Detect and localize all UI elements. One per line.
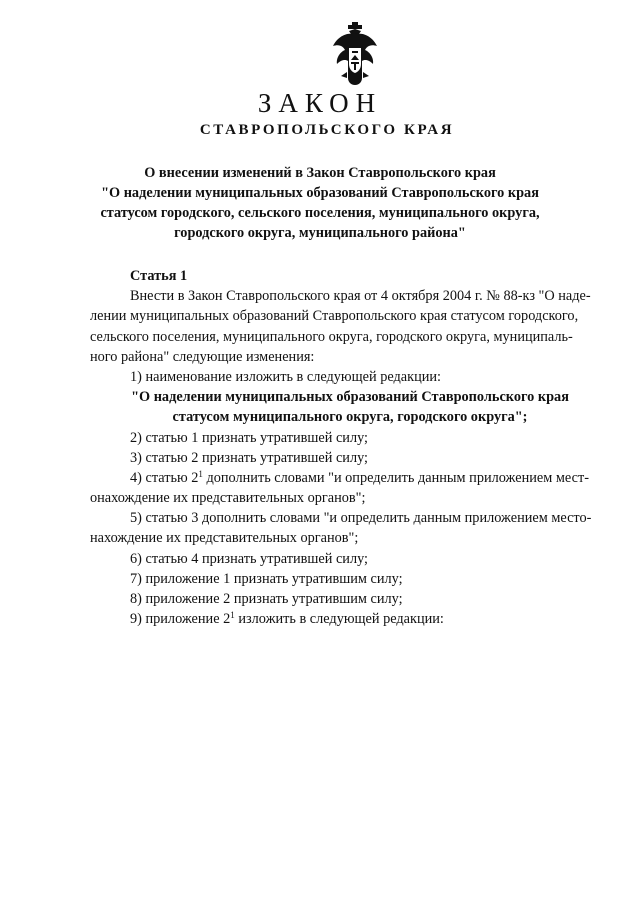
- quoted-title-line: "О наделении муниципальных образований Ставропольского края: [131, 389, 569, 406]
- list-item-text: дополнить словами "и определить данным приложением мест-: [202, 469, 589, 486]
- list-item-text: изложить в следующей редакции:: [234, 611, 444, 628]
- list-item-2: 2) статью 1 признать утратившей силу;: [130, 429, 369, 446]
- law-title: ЗАКОН: [257, 88, 383, 118]
- list-item-6: 6) статью 4 признать утратившей силу;: [130, 550, 369, 567]
- list-item-1: 1) наименование изложить в следующей редакции:: [130, 368, 441, 385]
- list-item-4-continuation: онахождение их представительных органов";: [90, 490, 366, 507]
- article-title: Статья 1: [130, 268, 188, 284]
- coat-of-arms-icon: [331, 22, 379, 86]
- intro-line: сельского поселения, муниципального округа, городского округа, муниципаль-: [90, 328, 573, 345]
- intro-line: Внести в Закон Ставропольского края от 4 октября 2004 г. № 88-кз "О наде-: [130, 288, 591, 305]
- region-name: СТАВРОПОЛЬСКОГО КРАЯ: [199, 122, 455, 138]
- superscript: 1: [230, 610, 235, 621]
- list-item-5-continuation: нахождение их представительных органов";: [90, 530, 359, 547]
- intro-line: ного района" следующие изменения:: [90, 348, 315, 365]
- superscript: 1: [198, 468, 203, 479]
- list-item-4: [90, 468, 610, 488]
- article-body: [90, 266, 610, 629]
- list-item-8: 8) приложение 2 признать утратившим силу;: [130, 591, 403, 607]
- heading-line: городского округа, муниципального района": [174, 225, 466, 241]
- list-item-text: 9) приложение 2: [130, 611, 231, 628]
- list-item-text: 4) статью 2: [130, 469, 199, 486]
- list-item-3: 3) статью 2 признать утратившей силу;: [130, 449, 369, 466]
- law-heading: [0, 163, 640, 243]
- list-item-7: 7) приложение 1 признать утратившим силу;: [130, 570, 403, 587]
- quoted-title-line: статусом муниципального округа, городского округа";: [172, 409, 528, 426]
- heading-line: О внесении изменений в Закон Ставропольского края: [144, 165, 496, 181]
- heading-line: статусом городского, сельского поселения, муниципального округа,: [100, 205, 540, 221]
- list-item-9: [90, 609, 610, 629]
- list-item-5: 5) статью 3 дополнить словами "и определить данным приложением место-: [130, 510, 592, 527]
- heading-line: "О наделении муниципальных образований Ставропольского края: [101, 185, 539, 201]
- intro-line: лении муниципальных образований Ставропольского края статусом городского,: [90, 308, 579, 325]
